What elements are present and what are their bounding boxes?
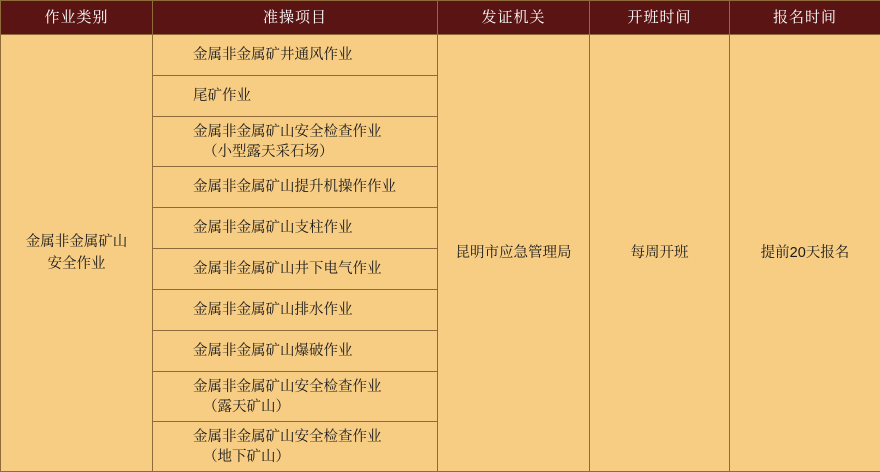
operation-item-10 (153, 422, 437, 472)
column-header-issuing-authority: 发证机关 (438, 1, 590, 35)
operation-items-table (153, 35, 437, 471)
operation-item-9-line1: 金属非金属矿山安全检查作业 (193, 379, 382, 395)
operation-item-10-line2: （地下矿山） (193, 447, 437, 467)
operation-item-3 (153, 117, 437, 167)
column-header-class-start: 开班时间 (590, 1, 730, 35)
table-header-row (1, 1, 880, 35)
cell-operation-items (153, 35, 438, 472)
list-item (153, 76, 437, 117)
cell-class-start: 每周开班 (590, 35, 730, 472)
list-item (153, 35, 437, 76)
category-line-1: 金属非金属矿山 (1, 231, 152, 253)
table-header (1, 1, 880, 35)
column-header-enrollment: 报名时间 (730, 1, 880, 35)
list-item (153, 372, 437, 422)
list-item (153, 167, 437, 208)
list-item (153, 422, 437, 472)
operation-item-6: 金属非金属矿山井下电气作业 (153, 249, 437, 290)
column-header-operation-item: 准操项目 (153, 1, 438, 35)
list-item (153, 117, 437, 167)
operation-item-10-line1: 金属非金属矿山安全检查作业 (193, 429, 382, 445)
category-line-2: 安全作业 (1, 253, 152, 275)
operation-item-3-line2: （小型露天采石场） (193, 142, 437, 162)
operation-item-9 (153, 372, 437, 422)
operation-item-1: 金属非金属矿井通风作业 (153, 35, 437, 76)
list-item (153, 290, 437, 331)
table-body (1, 35, 880, 472)
operation-item-4: 金属非金属矿山提升机操作作业 (153, 167, 437, 208)
cell-issuing-authority: 昆明市应急管理局 (438, 35, 590, 472)
list-item (153, 208, 437, 249)
table-row (1, 35, 880, 472)
cell-enrollment: 提前20天报名 (730, 35, 880, 472)
operation-item-5: 金属非金属矿山支柱作业 (153, 208, 437, 249)
operation-item-2: 尾矿作业 (153, 76, 437, 117)
operation-item-8: 金属非金属矿山爆破作业 (153, 331, 437, 372)
column-header-category: 作业类别 (1, 1, 153, 35)
cell-category (1, 35, 153, 472)
operation-item-3-line1: 金属非金属矿山安全检查作业 (193, 124, 382, 140)
operation-item-9-line2: （露天矿山） (193, 397, 437, 417)
operation-item-7: 金属非金属矿山排水作业 (153, 290, 437, 331)
list-item (153, 331, 437, 372)
list-item (153, 249, 437, 290)
